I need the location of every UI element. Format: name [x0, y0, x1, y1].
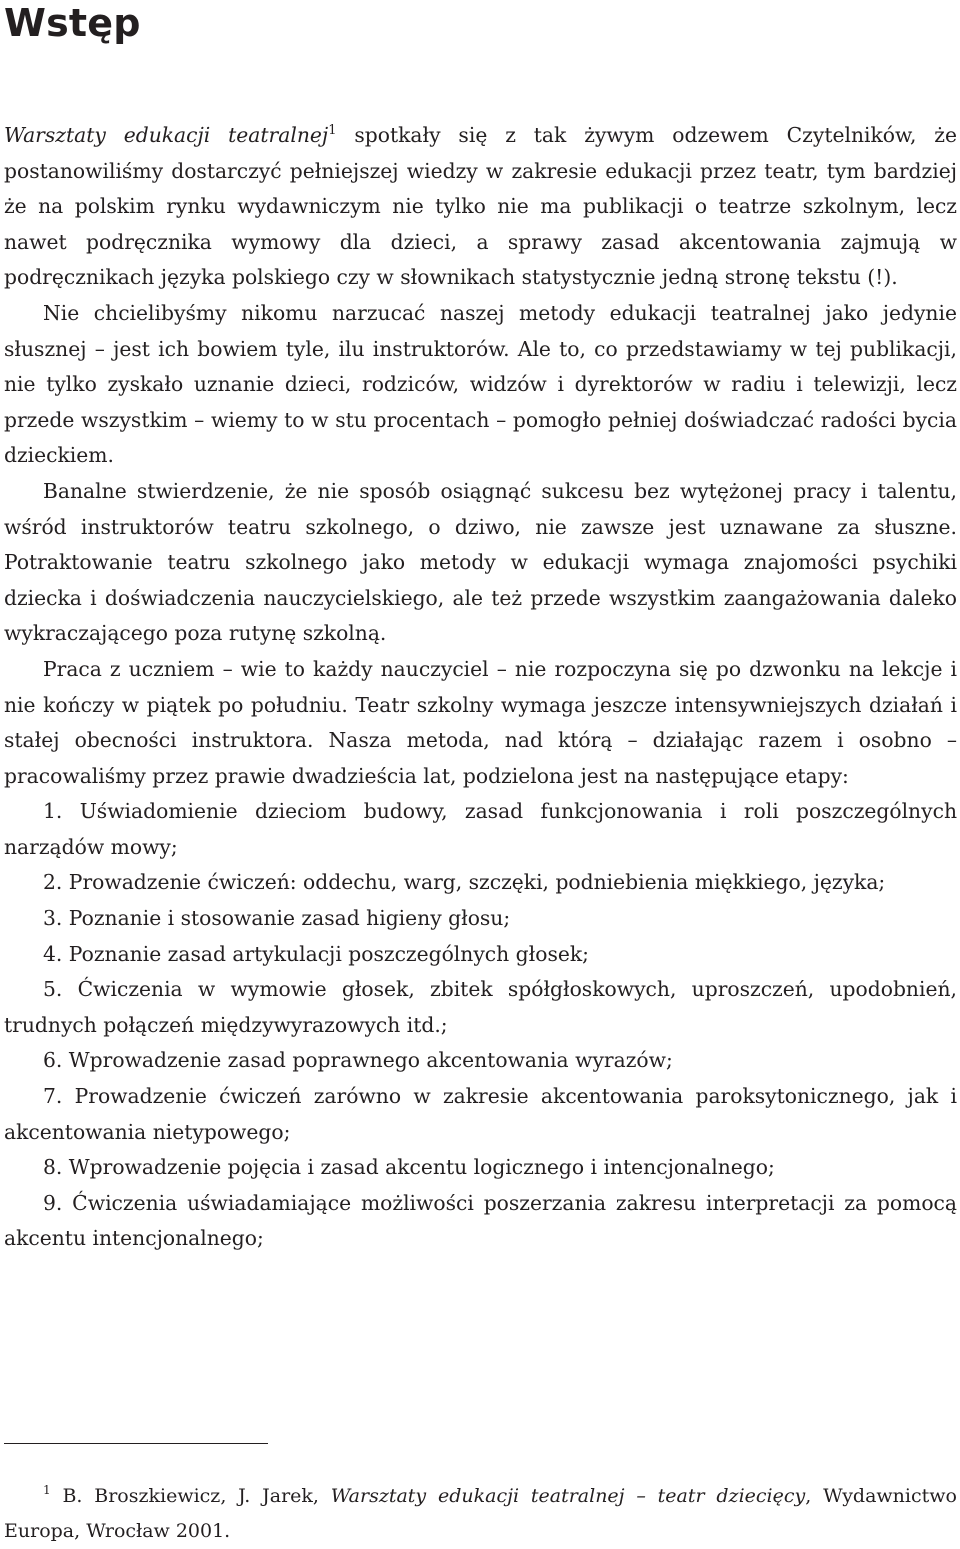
list-item: 3. Poznanie i stosowanie zasad higieny głosu; — [43, 906, 511, 931]
paragraph-intro — [4, 118, 957, 296]
footnote-number: 1 — [43, 1483, 51, 1497]
footnote-publisher: , Wydawnictwo Europa, Wrocław 2001. — [4, 1485, 957, 1542]
list-item: 2. Prowadzenie ćwiczeń: oddechu, warg, szczęki, podniebienia miękkiego, języka; — [43, 870, 886, 895]
footnote-separator — [4, 1443, 268, 1444]
paragraph: Banalne stwierdzenie, że nie sposób osiągnąć sukcesu bez wytężonej pracy i talentu, wśród instruktorów teatru szkolnego, o dziwo, nie zawsze jest uznawane za słuszne. Potraktowanie teatru szkolnego jako metody w edukacji wymaga znajomości psychiki dziecka i doświadczenia nauczycielskiego, ale też przede wszystkim zaangażowania daleko wykraczającego poza rutynę szkolną. — [4, 478, 957, 646]
book-title-italic: Warsztaty edukacji teatralnej — [4, 123, 329, 147]
list-item: 8. Wprowadzenie pojęcia i zasad akcentu logicznego i intencjonalnego; — [43, 1155, 775, 1180]
list-item: 6. Wprowadzenie zasad poprawnego akcentowania wyrazów; — [43, 1048, 673, 1073]
footnote-reference[interactable]: 1 — [328, 123, 337, 138]
paragraph: Nie chcielibyśmy nikomu narzucać naszej metody edukacji teatralnej jako jedynie słusznej – jest ich bowiem tyle, ilu instruktorów. Ale to, co przedstawiamy w tej publikacji, nie tylko zyskało uznanie dzieci, rodziców, widzów i dyrektorów w radiu i telewizji, lecz przede wszystkim – wiemy to w stu procentach – pomogło pełniej doświadczać radości bycia dzieckiem. — [4, 300, 957, 468]
document-page — [4, 0, 957, 1542]
paragraph-text: spotkały się z tak żywym odzewem Czytelników, że postanowiliśmy dostarczyć pełniejszej wiedzy w zakresie edukacji przez teatr, tym bardziej że na polskim rynku wydawniczym nie tylko nie ma publikacji o teatrze szkolnym, lecz nawet podręcznika wymowy dla dzieci, a sprawy zasad akcentowania zajmują w podręcznikach języka polskiego czy w słownikach statystycznie jedną stronę tekstu (!). — [4, 123, 957, 290]
body-text — [4, 118, 957, 1257]
stages-list — [4, 794, 957, 1257]
chapter-title: Wstęp — [4, 1, 141, 45]
footnote-book-title: Warsztaty edukacji teatralnej – teatr dziecięcy — [330, 1485, 806, 1507]
list-item: 7. Prowadzenie ćwiczeń zarówno w zakresie akcentowania paroksytonicznego, jak i akcentowania nietypowego; — [4, 1084, 957, 1144]
footnote — [4, 1479, 957, 1549]
list-item: 1. Uświadomienie dzieciom budowy, zasad funkcjonowania i roli poszczególnych narządów mowy; — [4, 799, 957, 859]
footnote-authors: B. Broszkiewicz, J. Jarek, — [50, 1485, 331, 1507]
list-item: 5. Ćwiczenia w wymowie głosek, zbitek spółgłoskowych, uproszczeń, upodobnień, trudnych połączeń międzywyrazowych itd.; — [4, 977, 957, 1037]
list-item: 4. Poznanie zasad artykulacji poszczególnych głosek; — [43, 941, 589, 966]
paragraph: Praca z uczniem – wie to każdy nauczyciel – nie rozpoczyna się po dzwonku na lekcje i nie kończy w piątek po południu. Teatr szkolny wymaga jeszcze intensywniejszych działań i stałej obecności instruktora. Nasza metoda, nad którą – działając razem i osobno – pracowaliśmy przez prawie dwadzieścia lat, podzielona jest na następujące etapy: — [4, 656, 957, 788]
list-item: 9. Ćwiczenia uświadamiające możliwości poszerzania zakresu interpretacji za pomocą akcentu intencjonalnego; — [4, 1190, 957, 1251]
